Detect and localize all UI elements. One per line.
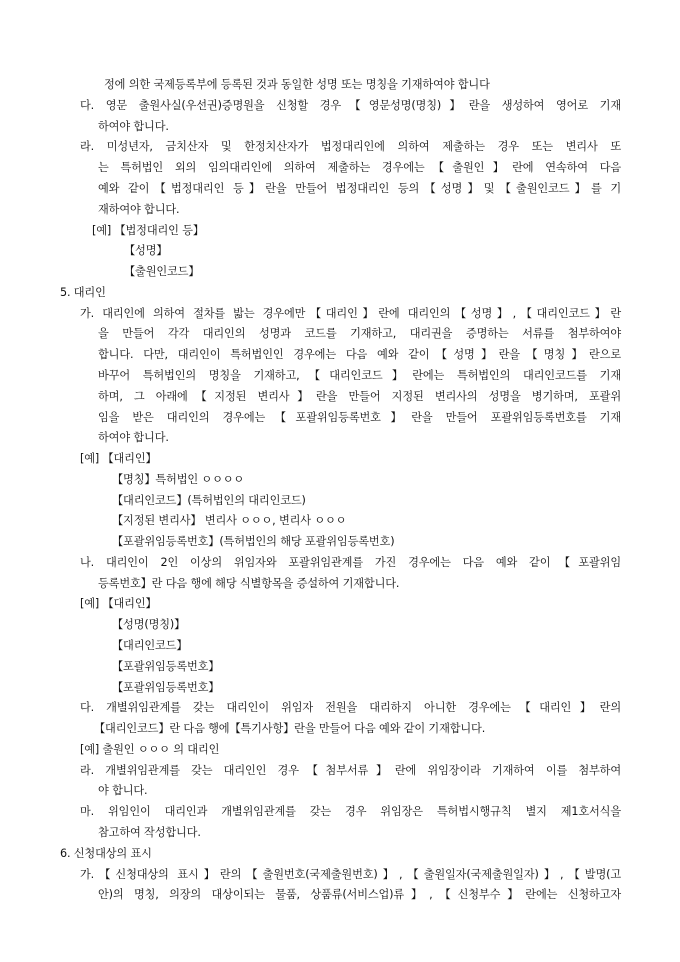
example-line: 【성명】	[124, 244, 168, 257]
example-line: [예] 출원인 ㅇㅇㅇ 의 대리인	[80, 743, 220, 756]
text-line: 정에 의한 국제등록부에 등록된 것과 동일한 성명 또는 명칭을 기재하여야 합니다	[104, 78, 490, 91]
text-line: 다. 개별위임관계를 갖는 대리인이 위임자 전원을 대리하지 아니한 경우에는【대리인】란의	[80, 701, 621, 714]
example-line: [예] 【대리인】	[80, 597, 157, 610]
section-heading: 5. 대리인	[60, 286, 106, 299]
example-line: [예] 【법정대리인 등】	[92, 224, 204, 237]
text-line: 마. 위임인이 대리인과 개별위임관계를 갖는 경우 위임장은 특허법시행규칙 별지 제1호서식을	[80, 805, 621, 818]
text-line: 다. 영문 출원사실(우선권)증명원을 신청할 경우【영문성명(명칭)】란을 생성하여 영어로 기재	[80, 99, 621, 112]
text-line: 라. 미성년자, 금치산자 및 한정치산자가 법정대리인에 의하여 제출하는 경우 또는 변리사 또	[80, 140, 621, 153]
text-line: 참고하여 작성합니다.	[98, 826, 201, 839]
text-line: 라. 개별위임관계를 갖는 대리인인 경우【첨부서류】란에 위임장이라 기재하여 이를 첨부하여	[80, 764, 621, 777]
text-line: 예와 같이【법정대리인 등】란을 만들어 법정대리인 등의【성명】및【출원인코드】를 기	[98, 182, 621, 195]
text-line: 【대리인코드】란 다음 행에【특기사항】란을 만들어 다음 예와 같이 기재합니다.	[94, 722, 486, 735]
example-line: 【대리인코드】	[112, 639, 188, 652]
text-line: 바꾸어 특허법인의 명칭을 기재하고,【대리인코드】란에는 특허법인의 대리인코드를 기재	[98, 369, 621, 382]
text-line: 을 만들어 각각 대리인의 성명과 코드를 기재하고, 대리권을 증명하는 서류를 첨부하여야	[98, 327, 621, 340]
text-line: 안)의 명칭, 의장의 대상이되는 물품, 상품류(서비스업)류】,【신청부수】란에는 신청하고자	[98, 888, 621, 901]
example-line: 【대리인코드】(특허법인의 대리인코드)	[112, 494, 306, 507]
text-line: 가.【신청대상의 표시】란의【출원번호(국제출원번호)】,【출원일자(국제출원일자)】,【발명(고	[80, 868, 621, 881]
text-line: 재하여야 합니다.	[98, 203, 180, 216]
text-line: 야 합니다.	[98, 784, 148, 797]
example-line: 【출원인코드】	[124, 265, 200, 278]
text-line: 합니다. 다만, 대리인이 특허법인인 경우에는 다음 예와 같이【성명】란을【명칭】란으로	[98, 348, 621, 361]
text-line: 임을 받은 대리인의 경우에는【포괄위임등록번호】란을 만들어 포괄위임등록번호를 기재	[98, 411, 621, 424]
example-line: 【포괄위임등록번호】	[112, 660, 220, 673]
text-line: 가. 대리인에 의하여 절차를 밟는 경우에만【대리인】란에 대리인의【성명】,【대리인코드】란	[80, 307, 621, 320]
text-line: 하며, 그 아래에【지정된 변리사】란을 만들어 지정된 변리사의 성명을 병기하며, 포괄위	[98, 390, 621, 403]
example-line: [예] 【대리인】	[80, 452, 157, 465]
section-heading: 6. 신청대상의 표시	[60, 847, 152, 860]
text-line: 하여야 합니다.	[98, 431, 169, 444]
text-line: 등록번호】란 다음 행에 해당 식별항목을 증설하여 기재합니다.	[98, 577, 400, 590]
example-line: 【성명(명칭)】	[112, 618, 186, 631]
example-line: 【명칭】특허법인 ㅇㅇㅇㅇ	[112, 473, 245, 486]
text-line: 나. 대리인이 2인 이상의 위임자와 포괄위임관계를 가진 경우에는 다음 예와 같이【포괄위임	[80, 556, 621, 569]
text-line: 하여야 합니다.	[98, 120, 169, 133]
example-line: 【포괄위임등록번호】	[112, 681, 220, 694]
example-line: 【포괄위임등록번호】(특허법인의 해당 포괄위임등록번호)	[112, 535, 395, 548]
text-line: 는 특허법인 외의 임의대리인에 의하여 제출하는 경우에는【출원인】란에 연속하여 다음	[98, 161, 621, 174]
example-line: 【지정된 변리사】 변리사 ㅇㅇㅇ, 변리사 ㅇㅇㅇ	[112, 514, 347, 527]
